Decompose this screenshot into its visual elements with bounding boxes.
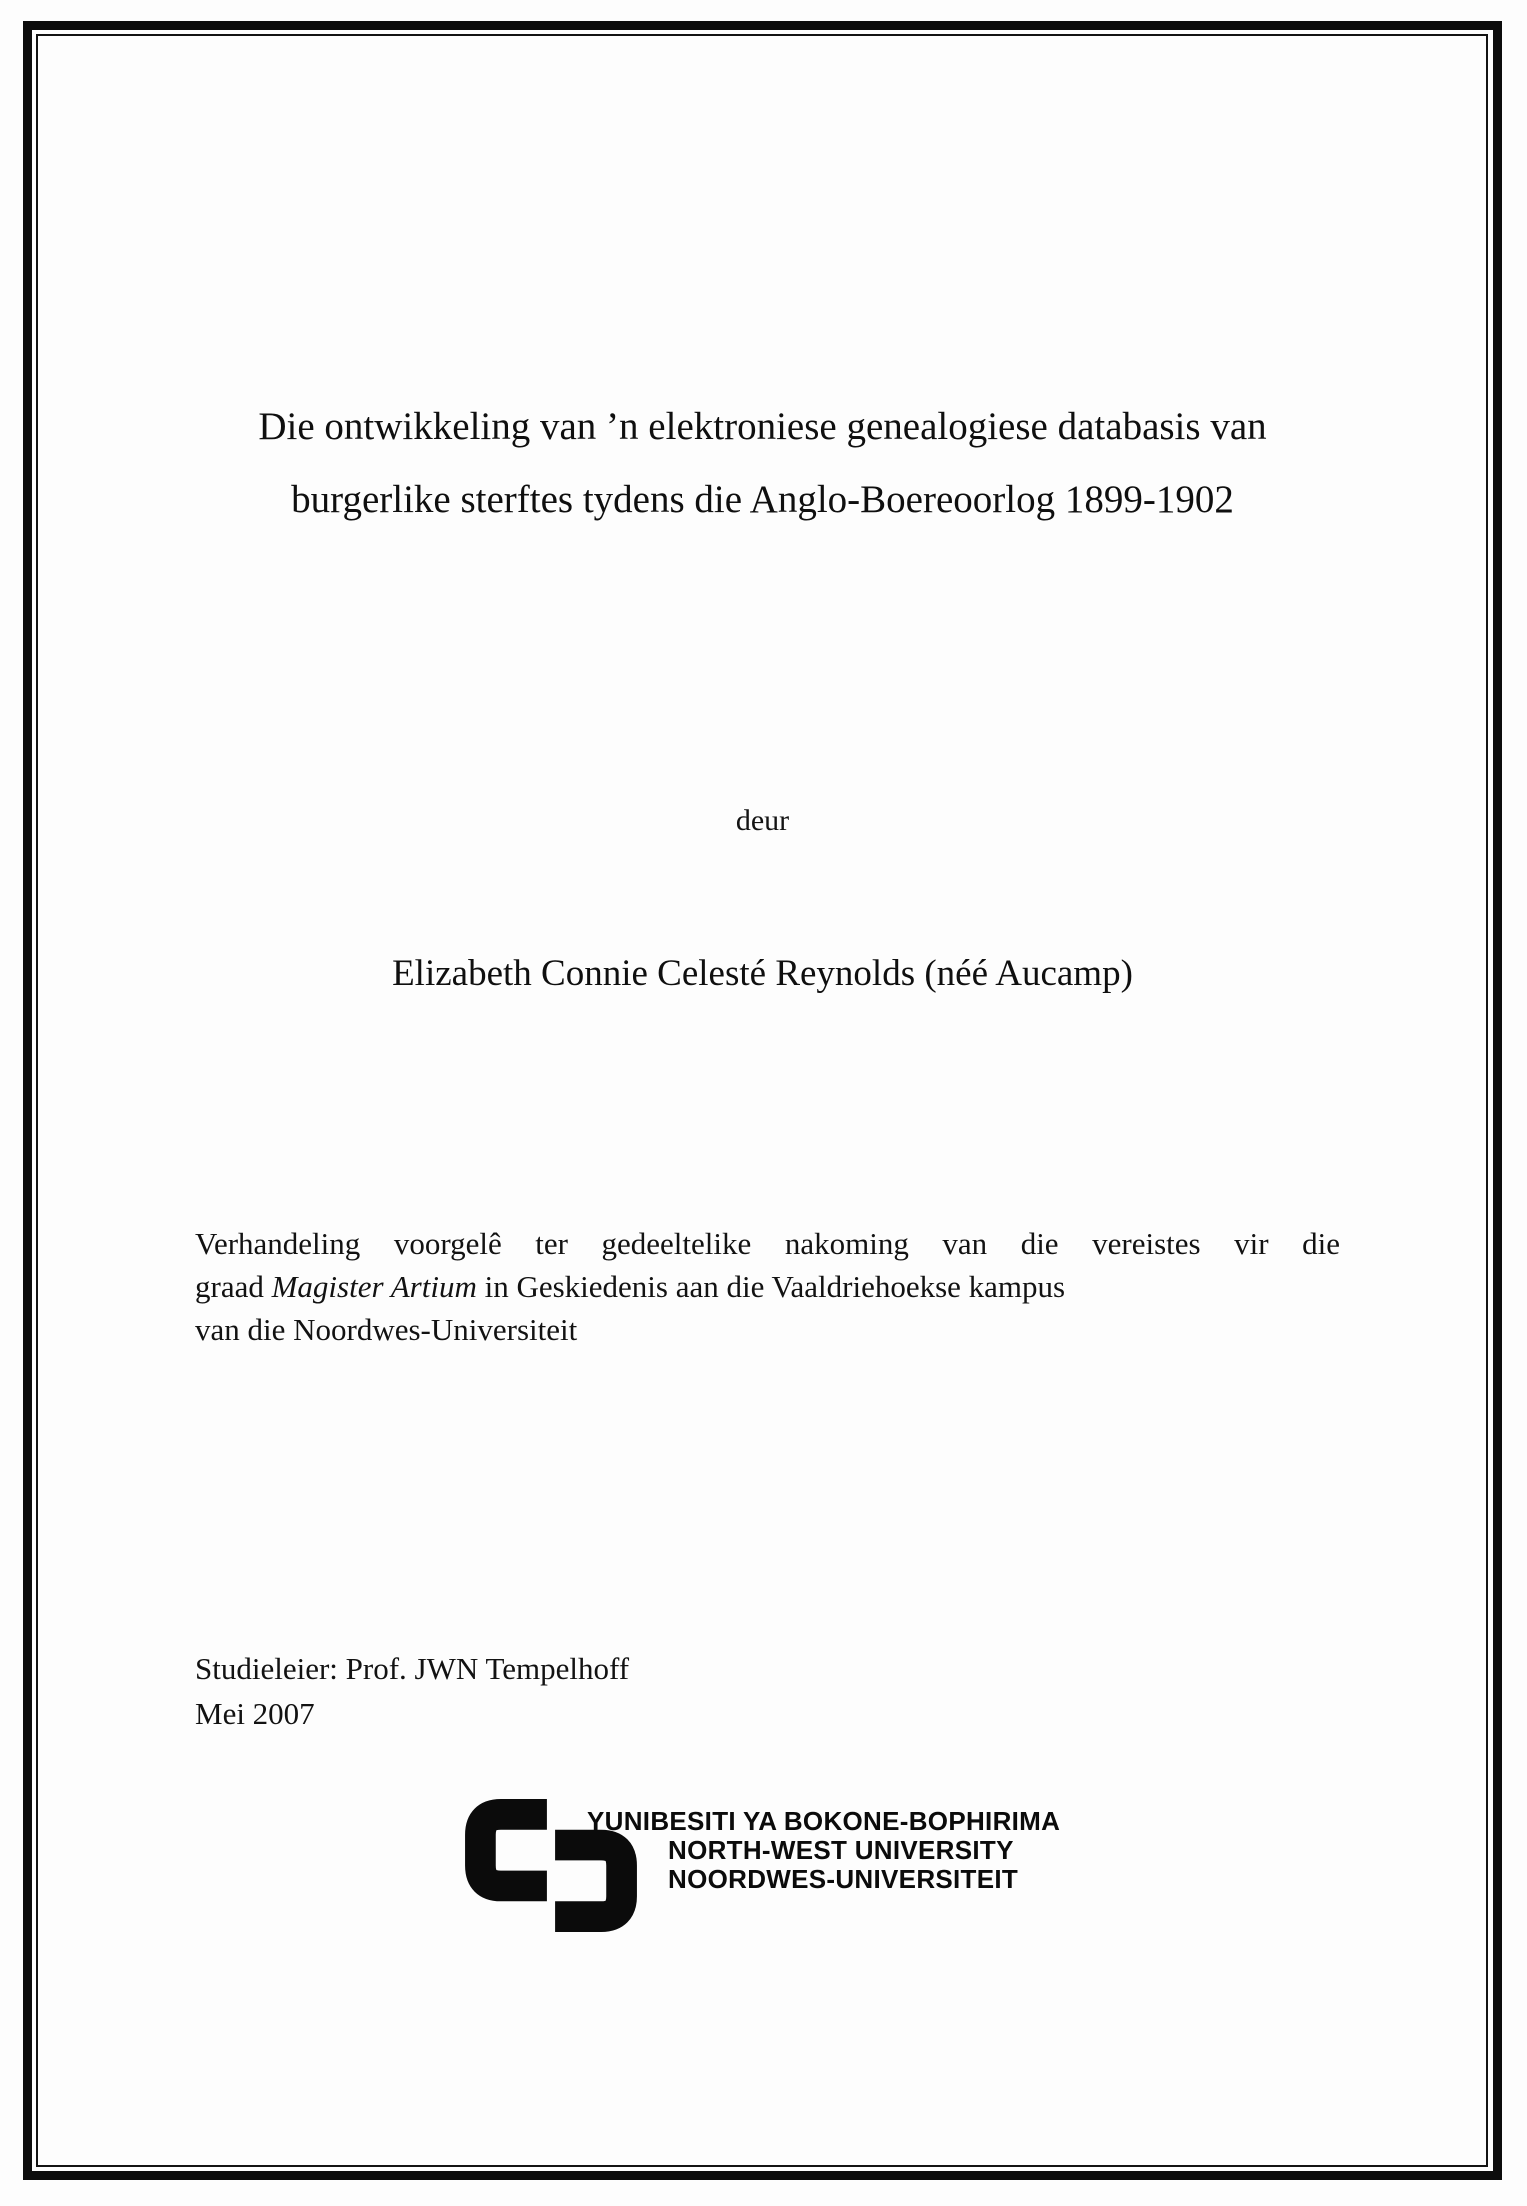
statement-line3: van die Noordwes-Universiteit <box>195 1312 578 1347</box>
university-logo <box>465 1799 1105 1939</box>
submission-statement <box>195 1222 1340 1351</box>
supervisor-block <box>195 1646 1095 1736</box>
thesis-title-line1: Die ontwikkeling van ’n elektroniese genealogiese databasis van <box>258 405 1267 448</box>
supervisor-line: Studieleier: Prof. JWN Tempelhoff <box>195 1651 630 1686</box>
statement-line2-pre: graad <box>195 1269 272 1304</box>
logo-text-english: NORTH-WEST UNIVERSITY <box>668 1835 1014 1865</box>
logo-text-setswana: YUNIBESITI YA BOKONE-BOPHIRIMA <box>587 1806 1061 1836</box>
logo-text-afrikaans: NOORDWES-UNIVERSITEIT <box>668 1864 1019 1894</box>
author-name: Elizabeth Connie Celesté Reynolds (néé Aucamp) <box>392 953 1133 994</box>
statement-line2-post: in Geskiedenis aan die Vaaldriehoekse kampus <box>476 1269 1066 1304</box>
university-logo-text <box>587 1807 1097 1894</box>
thesis-title-line2: burgerlike sterftes tydens die Anglo-Boereoorlog 1899-1902 <box>291 478 1234 521</box>
statement-line2 <box>195 1265 1340 1308</box>
degree-name-italic: Magister Artium <box>271 1269 477 1304</box>
statement-line1: Verhandeling voorgelê ter gedeeltelike nakoming van die vereistes vir die <box>195 1226 1340 1261</box>
byline-deur: deur <box>735 804 790 837</box>
thesis-title <box>185 390 1340 536</box>
date-line: Mei 2007 <box>195 1696 315 1731</box>
